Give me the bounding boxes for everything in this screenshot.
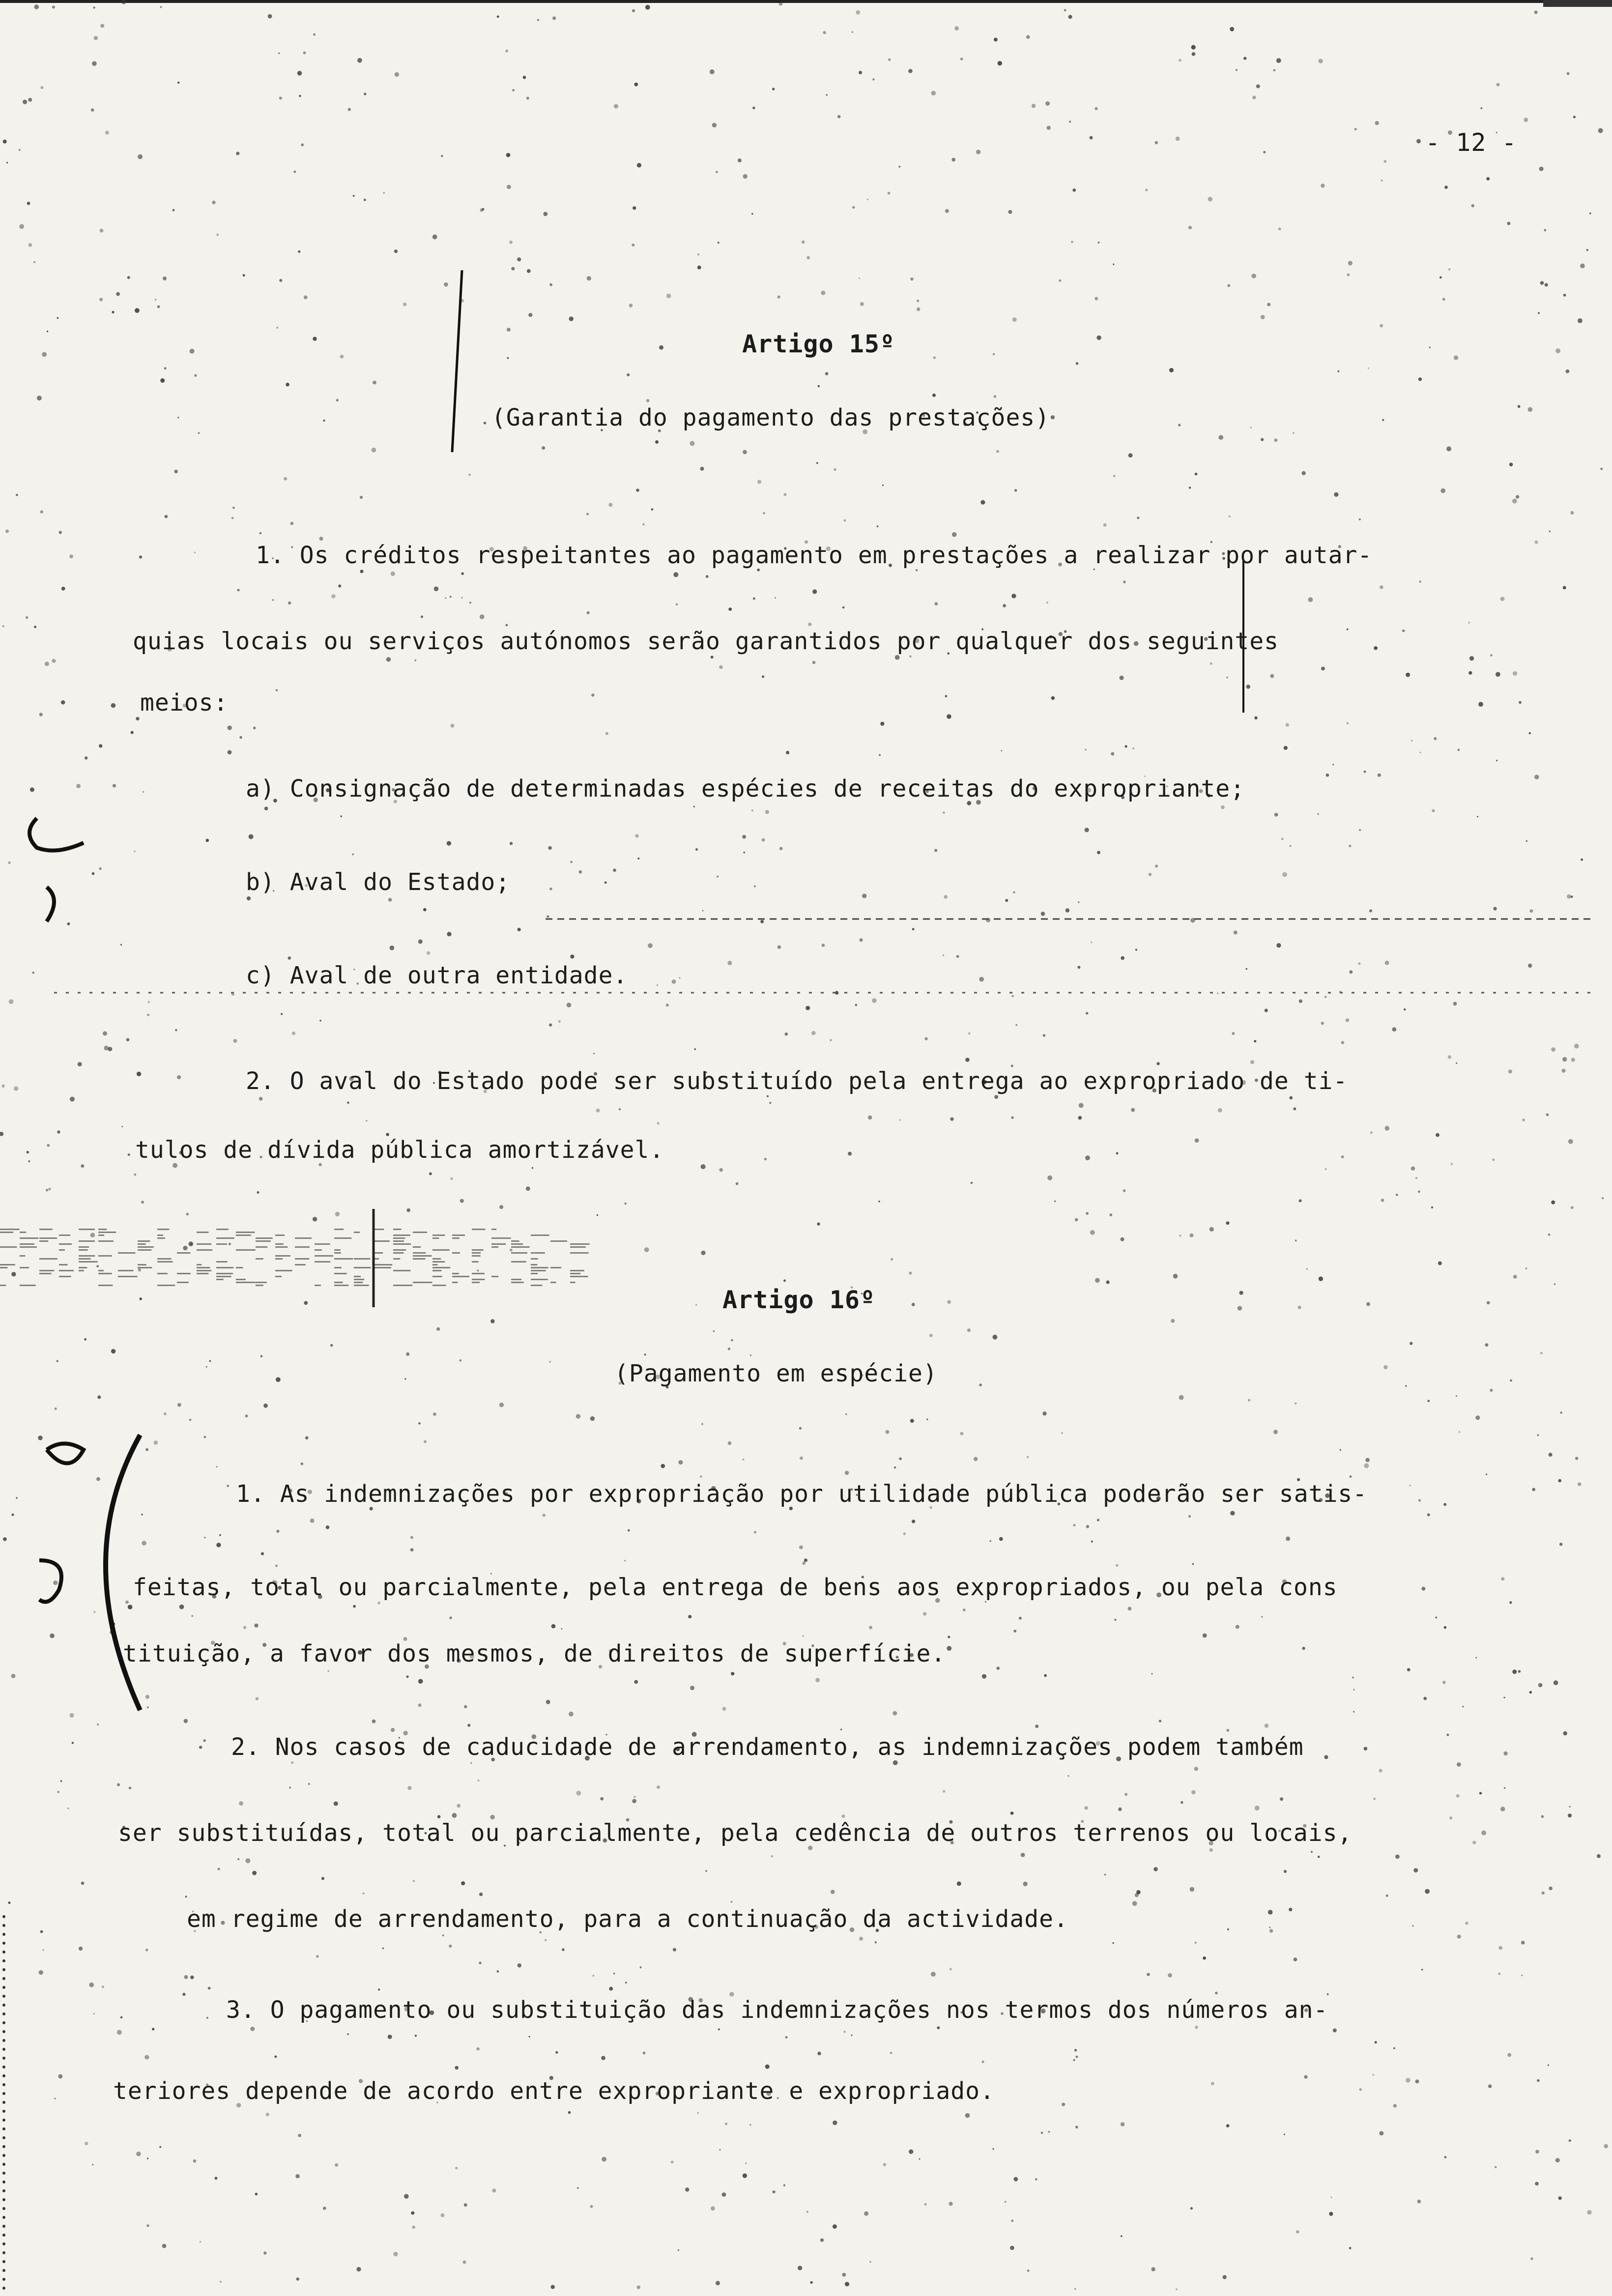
article-15-subtitle: (Garantia do pagamento das prestações) bbox=[491, 404, 1050, 431]
article-15-paragraph-1-line-3: meios: bbox=[140, 689, 229, 717]
article-15-item-a: a) Consignação de determinadas espécies de receitas do expropriante; bbox=[246, 775, 1245, 803]
article-16-paragraph-1-line-2: feitas, total ou parcialmente, pela entrega de bens aos expropriados, ou pela cons bbox=[133, 1574, 1338, 1601]
article-15-paragraph-2-line-2: tulos de dívida pública amortizável. bbox=[135, 1136, 664, 1164]
article-16-paragraph-1-line-3: tituição, a favor dos mesmos, de direitos de superfície. bbox=[123, 1640, 946, 1667]
page-number: - 12 - bbox=[1425, 128, 1517, 157]
article-16-paragraph-1-line-1: 1. As indemnizações por expropriação por utilidade pública poderão ser satis- bbox=[236, 1480, 1368, 1508]
article-15-paragraph-1-line-2: quias locais ou serviços autónomos serão garantidos por qualquer dos seguintes bbox=[133, 628, 1279, 655]
article-15-heading: Artigo 15º bbox=[742, 330, 895, 358]
article-16-paragraph-3-line-1: 3. O pagamento ou substituição das indemnizações nos termos dos números an- bbox=[226, 1996, 1328, 2024]
article-16-paragraph-2-line-2: ser substituídas, total ou parcialmente, pela cedência de outros terrenos ou locais, bbox=[118, 1819, 1353, 1847]
article-16-subtitle: (Pagamento em espécie) bbox=[614, 1360, 938, 1387]
article-16-paragraph-3-line-2: teriores depende de acordo entre expropriante e expropriado. bbox=[113, 2077, 995, 2105]
article-15-paragraph-1-line-1: 1. Os créditos respeitantes ao pagamento em prestações a realizar por autar- bbox=[256, 542, 1373, 569]
article-15-paragraph-2-line-1: 2. O aval do Estado pode ser substituído pela entrega ao expropriado de ti- bbox=[246, 1067, 1348, 1095]
article-16-paragraph-2-line-3: em regime de arrendamento, para a continuação da actividade. bbox=[187, 1905, 1068, 1933]
article-16-paragraph-2-line-1: 2. Nos casos de caducidade de arrendamento, as indemnizações podem também bbox=[231, 1733, 1304, 1761]
article-16-heading: Artigo 16º bbox=[722, 1286, 876, 1314]
article-15-item-b: b) Aval do Estado; bbox=[246, 868, 511, 896]
article-15-item-c: c) Aval de outra entidade. bbox=[246, 962, 628, 989]
